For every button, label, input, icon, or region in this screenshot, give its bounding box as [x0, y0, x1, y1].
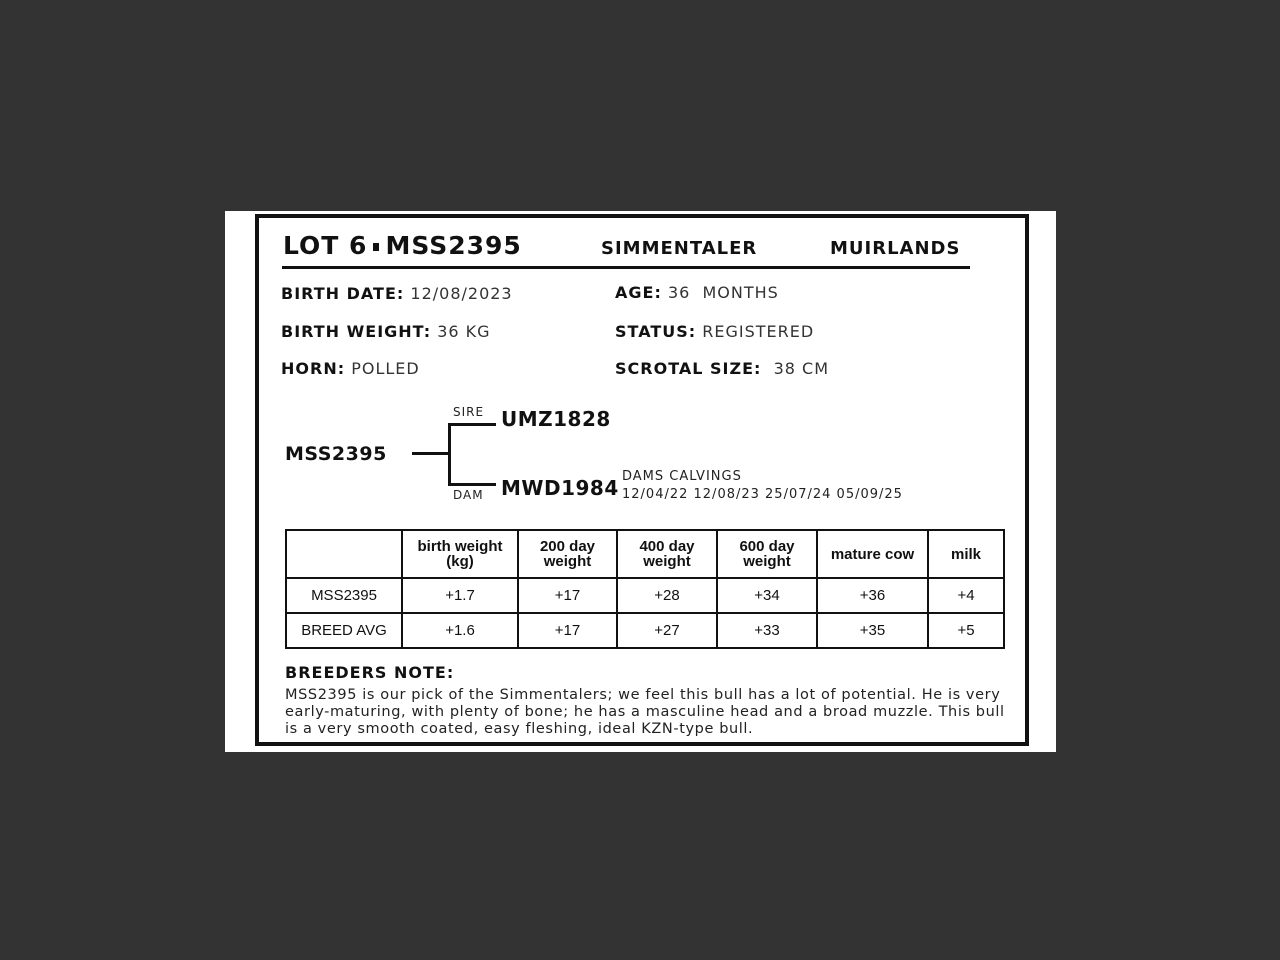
table-header-row — [286, 530, 1004, 578]
age-row — [615, 283, 779, 302]
table-cell: +17 — [518, 578, 617, 613]
dam-label: DAM — [453, 488, 484, 502]
breeders-note-title: BREEDERS NOTE: — [285, 663, 455, 682]
table-header-cell — [286, 530, 402, 578]
table-header-cell: 200 day weight — [518, 530, 617, 578]
pedigree-sire-line — [448, 423, 496, 426]
pedigree-dam-line — [448, 483, 496, 486]
lot-title — [283, 231, 522, 260]
card-border — [255, 214, 1029, 746]
table-cell: +34 — [717, 578, 817, 613]
scrotal-label: SCROTAL SIZE: — [615, 359, 762, 378]
horn-row — [281, 359, 420, 378]
table-header-cell: 400 day weight — [617, 530, 717, 578]
table-cell: +35 — [817, 613, 928, 648]
table-row — [286, 613, 1004, 648]
table-cell: +1.6 — [402, 613, 518, 648]
farm-name: MUIRLANDS — [830, 238, 961, 259]
lot-number: LOT 6 — [283, 231, 368, 260]
table-header-cell: milk — [928, 530, 1004, 578]
pedigree-stem-line — [412, 452, 448, 455]
age-label: AGE: — [615, 283, 662, 302]
bullet-separator — [373, 243, 379, 251]
dam-calvings-label: DAMS CALVINGS — [622, 469, 742, 484]
table-cell: +27 — [617, 613, 717, 648]
table-cell: MSS2395 — [286, 578, 402, 613]
table-cell: BREED AVG — [286, 613, 402, 648]
pedigree-branch-line — [448, 423, 451, 486]
lot-card — [225, 211, 1056, 752]
breeders-note-body: MSS2395 is our pick of the Simmentalers; we feel this bull has a lot of potential. He is very early-maturing, with plenty of bone; he has a masculine head and a broad muzzle. This bull is a very smooth coated, easy fleshing, ideal KZN-type bull. — [285, 687, 1005, 737]
dam-name: MWD1984 — [501, 476, 619, 500]
status-label: STATUS: — [615, 322, 697, 341]
age-value: 36 MONTHS — [667, 283, 779, 302]
table-header-cell: birth weight (kg) — [402, 530, 518, 578]
birth-weight-value: 36 KG — [437, 322, 491, 341]
sire-label: SIRE — [453, 405, 485, 419]
animal-id: MSS2395 — [385, 231, 522, 260]
birth-date-row — [281, 284, 513, 303]
table-cell: +33 — [717, 613, 817, 648]
scrotal-row — [615, 359, 829, 378]
table-cell: +1.7 — [402, 578, 518, 613]
status-value: REGISTERED — [702, 322, 815, 341]
birth-date-label: BIRTH DATE: — [281, 284, 405, 303]
sire-name: UMZ1828 — [501, 407, 611, 431]
table-cell: +28 — [617, 578, 717, 613]
pedigree-animal: MSS2395 — [285, 443, 387, 465]
table-cell: +36 — [817, 578, 928, 613]
status-row — [615, 322, 814, 341]
header-divider — [282, 266, 970, 269]
birth-date-value: 12/08/2023 — [410, 284, 513, 303]
horn-label: HORN: — [281, 359, 346, 378]
scrotal-value: 38 CM — [767, 359, 830, 378]
ebv-table — [285, 529, 1005, 649]
breed-name: SIMMENTALER — [601, 238, 758, 259]
table-cell: +5 — [928, 613, 1004, 648]
birth-weight-row — [281, 322, 491, 341]
table-cell: +4 — [928, 578, 1004, 613]
horn-value: POLLED — [351, 359, 420, 378]
birth-weight-label: BIRTH WEIGHT: — [281, 322, 432, 341]
table-row — [286, 578, 1004, 613]
table-cell: +17 — [518, 613, 617, 648]
table-header-cell: mature cow — [817, 530, 928, 578]
table-header-cell: 600 day weight — [717, 530, 817, 578]
dam-calvings-dates: 12/04/22 12/08/23 25/07/24 05/09/25 — [622, 487, 903, 502]
